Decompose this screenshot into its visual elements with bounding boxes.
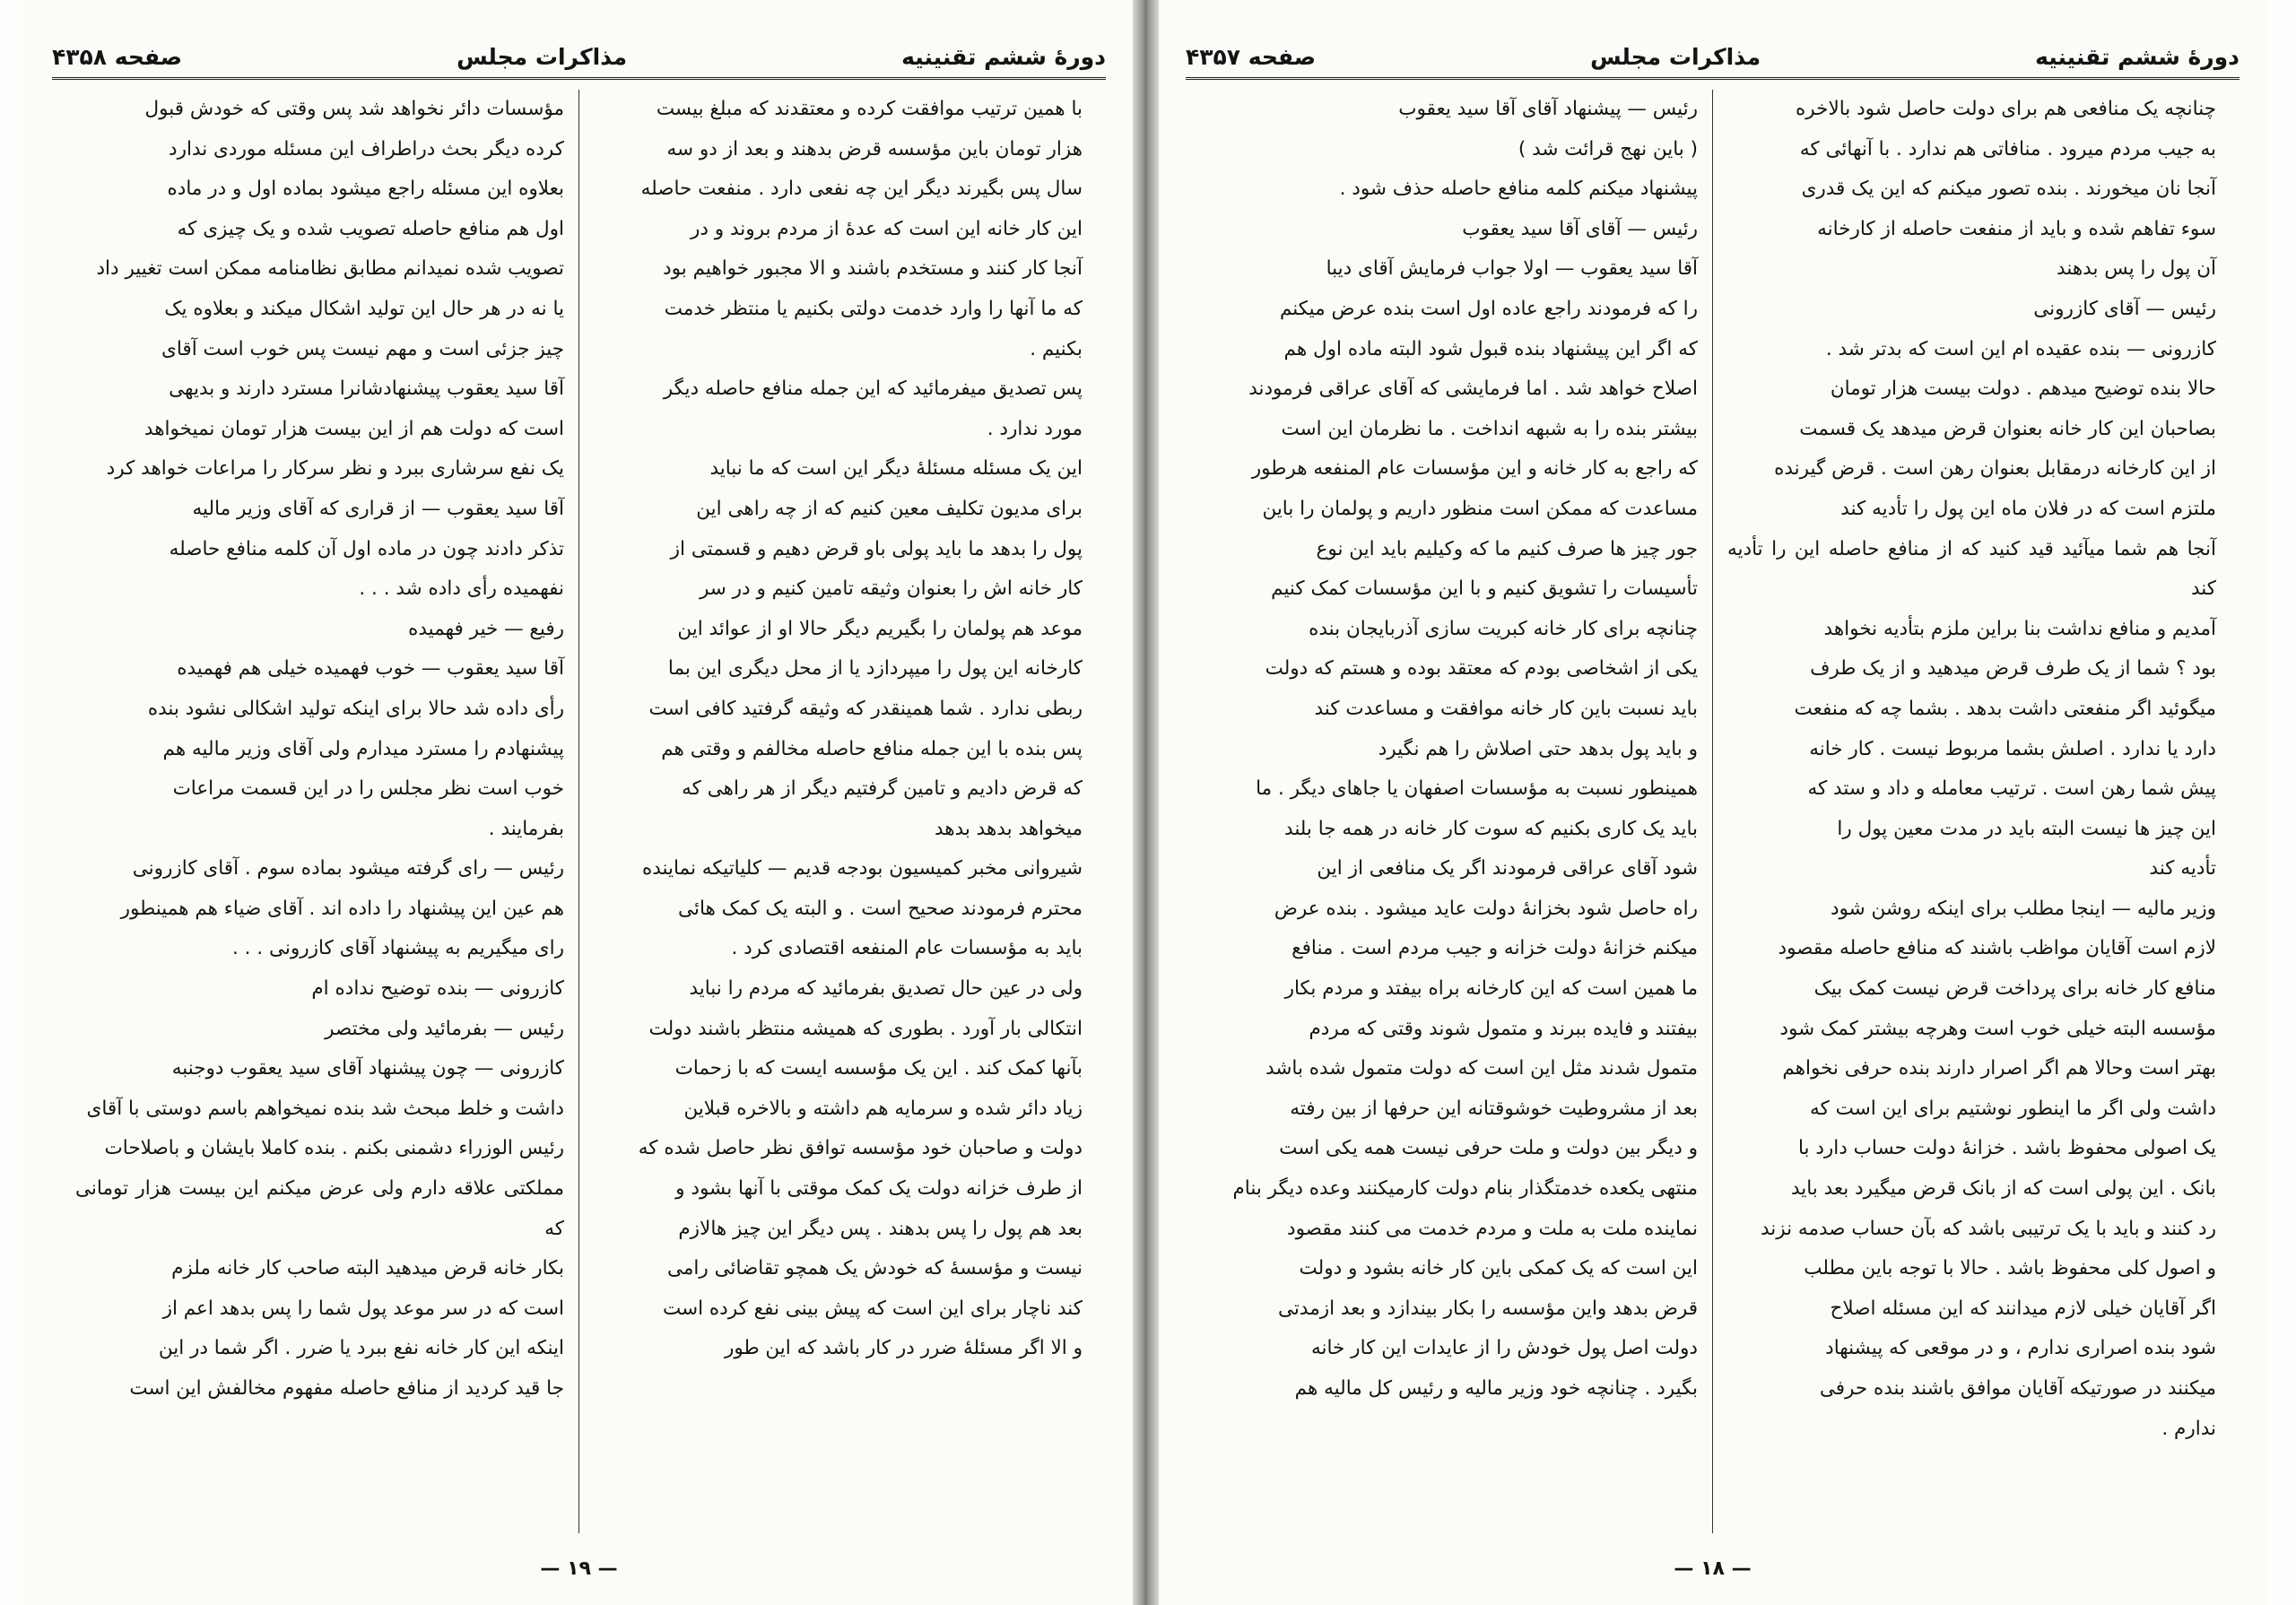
text-line: آقا سید یعقوب — از قراری که آقای وزیر مالیه bbox=[192, 497, 564, 520]
text-line: آن پول را پس بدهند bbox=[2057, 257, 2216, 281]
text-line: کند ناچار برای این است که پیش بینی نفع کرده است bbox=[662, 1297, 1083, 1320]
text-line: اصلاح خواهد شد . اما فرمایشی که آقای عراقی فرمودند bbox=[1248, 377, 1698, 401]
text-line: بانک . این پولی است که از بانک قرض میگیرد بعد باید bbox=[1790, 1177, 2216, 1201]
session-label: دورهٔ ششم تقنینیه bbox=[2035, 43, 2239, 70]
text-line: شود بنده اصراری ندارم ، و در موقعی که پیشنهاد bbox=[1825, 1337, 2216, 1360]
text-line: خوب است نظر مجلس را در این قسمت مراعات bbox=[172, 777, 564, 801]
text-line: رفیع — خیر فهمیده bbox=[408, 617, 564, 640]
text-line: هم عین این پیشنهاد را داده اند . آقای ضیاء هم همینطور bbox=[120, 897, 564, 920]
text-line: نفهمیده رأی داده شد . . . bbox=[359, 577, 564, 601]
text-line: محترم فرمودند صحیح است . و البته یک کمک هائی bbox=[678, 897, 1083, 920]
text-line: جا قید کردید از منافع حاصله مفهوم مخالفش این است bbox=[129, 1377, 564, 1400]
text-line: دارد یا ندارد . اصلش بشما مربوط نیست . کار خانه bbox=[1809, 737, 2216, 760]
page-header bbox=[52, 36, 1106, 80]
text-line: برای مدیون تکلیف معین کنیم که از چه راهی این bbox=[696, 497, 1083, 520]
text-line: پیشنهادم را مسترد میدارم ولی آقای وزیر مالیه هم bbox=[162, 737, 564, 760]
text-line: بفرمایند . bbox=[488, 817, 564, 840]
column-right bbox=[1713, 90, 2231, 1533]
text-line: میگوئید اگر منفعتی داشت بدهد . بشما چه که منفعت bbox=[1794, 697, 2216, 720]
text-line: باید یک کاری بکنیم که سوت کار خانه در همه جا بلند bbox=[1284, 817, 1698, 840]
text-line: آقا سید یعقوب — اولا جواب فرمایش آقای دیبا bbox=[1326, 257, 1698, 281]
text-line: بصاحبان این کار خانه بعنوان قرض میدهد یک قسمت bbox=[1799, 417, 2216, 440]
text-line: رئیس — آقای آقا سید یعقوب bbox=[1462, 217, 1698, 240]
page-number: — ۱۹ — bbox=[540, 1557, 618, 1580]
text-line: بیفتند و فایده ببرند و متمول شوند وقتی که مردم bbox=[1309, 1017, 1698, 1040]
text-line: راه حاصل شود بخزانهٔ دولت عاید میشود . بنده عرض bbox=[1274, 897, 1698, 920]
text-line: باید به مؤسسات عام المنفعه اقتصادی کرد . bbox=[731, 937, 1083, 960]
text-line: آنجا هم شما میآئید قید کنید که از منافع حاصله این را تأدیه کند bbox=[1727, 537, 2216, 601]
text-line: شود آقای عراقی فرمودند اگر یک منافعی از این bbox=[1317, 857, 1698, 881]
journal-title: مذاکرات مجلس bbox=[1590, 43, 1761, 70]
text-line: تذکر دادند چون در ماده اول آن کلمه منافع حاصله bbox=[169, 537, 564, 560]
text-line: موعد هم پولمان را بگیریم دیگر حالا او از عوائد این bbox=[677, 617, 1083, 640]
text-line: این کار خانه این است که عدهٔ از مردم بروند و در bbox=[690, 217, 1083, 240]
page-4357 bbox=[1159, 0, 2266, 1605]
text-line: رئیس — پیشنهاد آقای آقا سید یعقوب bbox=[1398, 98, 1698, 120]
text-line: رای میگیریم به پیشنهاد آقای کازرونی . . . bbox=[231, 937, 564, 960]
text-line: رئیس الوزراء دشمنی بکنم . بنده کاملا بایشان و باصلاحات bbox=[104, 1137, 564, 1160]
text-line: شیروانی مخبر کمیسیون بودجه قدیم — کلیاتیکه نماینده bbox=[641, 857, 1083, 881]
text-line: ( باین نهج قرائت شد ) bbox=[1518, 137, 1698, 160]
text-line: کرده دیگر بحث دراطراف این مسئله موردی ندارد bbox=[169, 137, 564, 160]
text-line: میکنند در صورتیکه آقایان موافق باشند بنده حرفی bbox=[1819, 1377, 2216, 1400]
text-line: این چیز ها نیست البته باید در مدت معین پول را bbox=[1837, 817, 2216, 840]
text-line: بگیرد . چنانچه خود وزیر مالیه و رئیس کل مالیه هم bbox=[1294, 1377, 1698, 1400]
text-line: را که فرمودند راجع عاده اول است بنده عرض میکنم bbox=[1280, 297, 1698, 320]
text-line: آمدیم و منافع نداشت بنا براین ملزم بتأدیه نخواهد bbox=[1823, 617, 2216, 640]
text-line: اول هم منافع حاصله تصویب شده و یک چیزی که bbox=[177, 217, 564, 240]
text-line: این یک مسئله مسئلهٔ دیگر این است که ما نباید bbox=[709, 457, 1083, 481]
text-line: این است که یک کمکی باین کار خانه بشود و دولت bbox=[1299, 1257, 1698, 1280]
text-line: بکار خانه قرض میدهید البته صاحب کار خانه ملزم bbox=[171, 1257, 564, 1280]
text-line: سال پس بگیرند دیگر این چه نفعی دارد . منفعت حاصله bbox=[640, 178, 1083, 201]
text-line: زیاد دائر شده و سرمایه هم داشته و بالاخره قبلاین bbox=[683, 1097, 1083, 1120]
text-line: آقا سید یعقوب پیشنهادشانرا مسترد دارند و بدیهی bbox=[169, 377, 564, 401]
text-line: و دیگر بین دولت و ملت حرفی نیست همه یکی است bbox=[1279, 1137, 1698, 1160]
text-line: همینطور نسبت به مؤسسات اصفهان یا جاهای دیگر . ما bbox=[1256, 777, 1698, 801]
text-line: بآنها کمک کند . این یک مؤسسه ایست که با زحمات bbox=[674, 1057, 1083, 1080]
text-line: رد کنند و باید با یک ترتیبی باشد که بآن حساب صدمه نزند bbox=[1760, 1217, 2216, 1240]
text-line: بعد هم پول را پس بدهند . پس دیگر این چیز هالازم bbox=[678, 1217, 1083, 1240]
text-line: است که دولت هم از این بیست هزار تومان نمیخواهد bbox=[144, 417, 564, 440]
text-line: جور چیز ها صرف کنیم ما که وکیلیم باید این نوع bbox=[1316, 537, 1698, 560]
text-line: ربطی ندارد . شما همینقدر که وثیقه گرفتید کافی است bbox=[648, 697, 1083, 720]
text-line: مملکتی علاقه دارم ولی عرض میکنم این بیست هزار تومانی که bbox=[75, 1177, 564, 1240]
text-line: رئیس — رای گرفته میشود بماده سوم . آقای کازرونی bbox=[132, 857, 564, 881]
text-line: میکنم خزانهٔ دولت خزانه و جیب مردم است . منافع bbox=[1292, 937, 1698, 960]
text-line: و باید پول بدهد حتی اصلاش را هم نگیرد bbox=[1378, 737, 1698, 760]
text-line: مؤسسه البته خیلی خوب است وهرچه بیشتر کمک شود bbox=[1779, 1017, 2216, 1040]
text-line: چنانچه یک منافعی هم برای دولت حاصل شود بالاخره bbox=[1796, 98, 2216, 120]
text-line: قرض بدهد واین مؤسسه را بکار بیندازد و بعد ازمدتی bbox=[1278, 1297, 1698, 1320]
text-line: یک اصولی محفوظ باشد . خزانهٔ دولت حساب دارد با bbox=[1797, 1137, 2216, 1160]
text-line: رئیس — آقای کازرونی bbox=[2033, 297, 2216, 320]
text-line: نیست و مؤسسهٔ که خودش یک همچو تقاضائی رامی bbox=[666, 1257, 1083, 1280]
page-4358 bbox=[25, 0, 1133, 1605]
column-right bbox=[579, 90, 1097, 1533]
text-line: میخواهد بدهد بدهد bbox=[934, 817, 1083, 840]
text-line: کازرونی — چون پیشنهاد آقای سید یعقوب دوجنبه bbox=[171, 1057, 564, 1080]
text-line: هزار تومان باین مؤسسه قرض بدهند و بعد از دو سه bbox=[666, 137, 1083, 160]
text-line: سوء تفاهم شده و باید از منفعت حاصله از کارخانه bbox=[1817, 217, 2216, 240]
text-line: تصویب شده نمیدانم مطابق نظامنامه ممکن است تغییر داد bbox=[96, 257, 564, 281]
text-line: پیش شما رهن است . ترتیب معامله و داد و ستد که bbox=[1807, 777, 2216, 801]
book-gutter bbox=[1133, 0, 1159, 1605]
column-left bbox=[61, 90, 579, 1533]
text-line: به جیب مردم میرود . منافاتی هم ندارد . با آنهائی که bbox=[1799, 137, 2216, 160]
page-header bbox=[1186, 36, 2239, 80]
text-line: تأسیسات را تشویق کنیم و با این مؤسسات کمک کنیم bbox=[1271, 577, 1698, 601]
page-label: صفحه ۴۳۵۸ bbox=[52, 43, 183, 70]
text-line: منافع کار خانه برای پرداخت قرض نیست کمک بیک bbox=[1813, 977, 2216, 1001]
session-label: دورهٔ ششم تقنینیه bbox=[901, 43, 1106, 70]
text-line: از این کارخانه درمقابل بعنوان رهن است . قرض گیرنده bbox=[1774, 457, 2216, 481]
text-line: مورد ندارد . bbox=[987, 417, 1083, 440]
text-line: بهتر است وحالا هم اگر اصرار دارند بنده حرفی نخواهم bbox=[1782, 1057, 2216, 1080]
text-line: آنجا کار کنند و مستخدم باشند و الا مجبور خواهیم بود bbox=[663, 257, 1083, 281]
text-line: کار خانه اش را بعنوان وثیقه تامین کنیم و در سر bbox=[699, 577, 1083, 601]
text-line: پول را بدهد ما باید پولی باو قرض دهیم و قسمتی از bbox=[670, 537, 1083, 560]
text-line: انتکالی بار آورد . بطوری که همیشه منتظر باشند دولت bbox=[648, 1017, 1083, 1040]
text-line: بود ؟ شما از یک طرف قرض میدهید و از یک طرف bbox=[1810, 657, 2216, 681]
text-line: پس بنده با این جمله منافع حاصله مخالفم و وقتی هم bbox=[661, 737, 1083, 760]
text-line: تأدیه کند bbox=[2149, 857, 2216, 881]
text-line: داشت و خلط مبحث شد بنده نمیخواهم باسم دوستی با آقای bbox=[86, 1097, 564, 1120]
text-line: ملتزم است که در فلان ماه این پول را تأدیه کند bbox=[1840, 497, 2216, 520]
text-line: رأی داده شد حالا برای اینکه تولید اشکالی نشود بنده bbox=[147, 697, 564, 720]
text-line: اگر آقایان خیلی لازم میدانند که این مسئله اصلاح bbox=[1830, 1297, 2216, 1320]
text-line: چیز جزئی است و مهم نیست پس خوب است آقای bbox=[161, 337, 564, 360]
text-line: با همین ترتیب موافقت کرده و معتقدند که مبلغ بیست bbox=[656, 98, 1083, 120]
page-label: صفحه ۴۳۵۷ bbox=[1186, 43, 1317, 70]
text-line: پیشنهاد میکنم کلمه منافع حاصله حذف شود . bbox=[1339, 178, 1698, 201]
text-line: که قرض دادیم و تامین گرفتیم دیگر از هر راهی که bbox=[682, 777, 1083, 801]
text-line: مؤسسات دائر نخواهد شد پس وقتی که خودش قبول bbox=[144, 98, 564, 120]
text-line: یا نه در هر حال این تولید اشکال میکند و بعلاوه یک bbox=[164, 297, 564, 320]
text-line: کازرونی — بنده توضیح نداده ام bbox=[311, 977, 564, 1001]
text-line: ندارم . bbox=[2161, 1417, 2216, 1440]
text-line: حالا بنده توضیح میدهم . دولت بیست هزار تومان bbox=[1830, 377, 2216, 401]
text-line: متمول شدند مثل این است که دولت متمول شده باشد bbox=[1265, 1057, 1698, 1080]
text-columns bbox=[61, 90, 1097, 1533]
text-line: نماینده ملت به ملت و مردم خدمت می کنند مقصود bbox=[1287, 1217, 1698, 1240]
text-columns bbox=[1195, 90, 2231, 1533]
text-line: کارخانه این پول را میپردازد یا از محل دیگری این بما bbox=[667, 657, 1083, 681]
text-line: آقا سید یعقوب — خوب فهمیده خیلی هم فهمیده bbox=[177, 657, 564, 681]
text-line: مساعدت که ممکن است منظور داریم و پولمان را باین bbox=[1262, 497, 1698, 520]
text-line: چنانچه برای کار خانه کبریت سازی آذربایجان بنده bbox=[1309, 617, 1698, 640]
text-line: رئیس — بفرمائید ولی مختصر bbox=[325, 1017, 564, 1040]
text-line: داشت ولی اگر ما اینطور نوشتیم برای این است که bbox=[1810, 1097, 2216, 1120]
text-line: ولی در عین حال تصدیق بفرمائید که مردم را نباید bbox=[689, 977, 1083, 1001]
text-line: ما همین است که این کارخانه براه بیفتد و مردم بکار bbox=[1284, 977, 1698, 1001]
text-line: و الا اگر مسئلهٔ ضرر در کار باشد که این طور bbox=[724, 1337, 1083, 1360]
text-line: منتهی یکعده خدمتگذار بنام دولت کارمیکنند وعده دیگر بنام bbox=[1232, 1177, 1698, 1201]
text-line: دولت و صاحبان خود مؤسسه توافق نظر حاصل شده که bbox=[638, 1137, 1083, 1160]
text-line: که راجع به کار خانه و این مؤسسات عام المنفعه هرطور bbox=[1251, 457, 1698, 481]
text-line: پس تصدیق میفرمائید که این جمله منافع حاصله دیگر bbox=[663, 377, 1083, 401]
text-line: آنجا نان میخورند . بنده تصور میکنم که این یک قدری bbox=[1801, 178, 2216, 201]
text-line: لازم است آقایان مواظب باشند که منافع حاصله مقصود bbox=[1778, 937, 2216, 960]
column-left bbox=[1195, 90, 1713, 1533]
text-line: دولت اصل پول خودش را از عایدات این کار خانه bbox=[1311, 1337, 1698, 1360]
text-line: از طرف خزانه دولت یک کمک موقتی با آنها بشود و bbox=[675, 1177, 1083, 1201]
text-line: کازرونی — بنده عقیده ام این است که بدتر شد . bbox=[1825, 337, 2216, 360]
text-line: وزیر مالیه — اینجا مطلب برای اینکه روشن شود bbox=[1830, 897, 2216, 920]
text-line: و اصول کلی محفوظ باشد . حالا با توجه باین مطلب bbox=[1804, 1257, 2216, 1280]
text-line: است که در سر موعد پول شما را پس بدهد اعم از bbox=[162, 1297, 564, 1320]
text-line: باید نسبت باین کار خانه موافقت و مساعدت کند bbox=[1314, 697, 1698, 720]
text-line: که اگر این پیشنهاد بنده قبول شود البته ماده اول هم bbox=[1283, 337, 1698, 360]
text-line: بعلاوه این مسئله راجع میشود بماده اول و در ماده bbox=[167, 178, 564, 201]
page-number: — ۱۸ — bbox=[1674, 1557, 1752, 1580]
text-line: اینکه این کار خانه نفع ببرد یا ضرر . اگر شما در این bbox=[158, 1337, 564, 1360]
journal-title: مذاکرات مجلس bbox=[457, 43, 628, 70]
text-line: بیشتر بنده را به شبهه انداخت . ما نظرمان این است bbox=[1281, 417, 1698, 440]
text-line: یکی از اشخاصی بودم که معتقد بوده و هستم که دولت bbox=[1265, 657, 1698, 681]
text-line: که ما آنها را وارد خدمت دولتی بکنیم یا منتظر خدمت bbox=[664, 297, 1083, 320]
text-line: بکنیم . bbox=[1030, 337, 1083, 360]
text-line: یک نفع سرشاری ببرد و نظر سرکار را مراعات خواهد کرد bbox=[106, 457, 564, 481]
text-line: بعد از مشروطیت خوشوقتانه این حرفها از بین رفته bbox=[1290, 1097, 1698, 1120]
